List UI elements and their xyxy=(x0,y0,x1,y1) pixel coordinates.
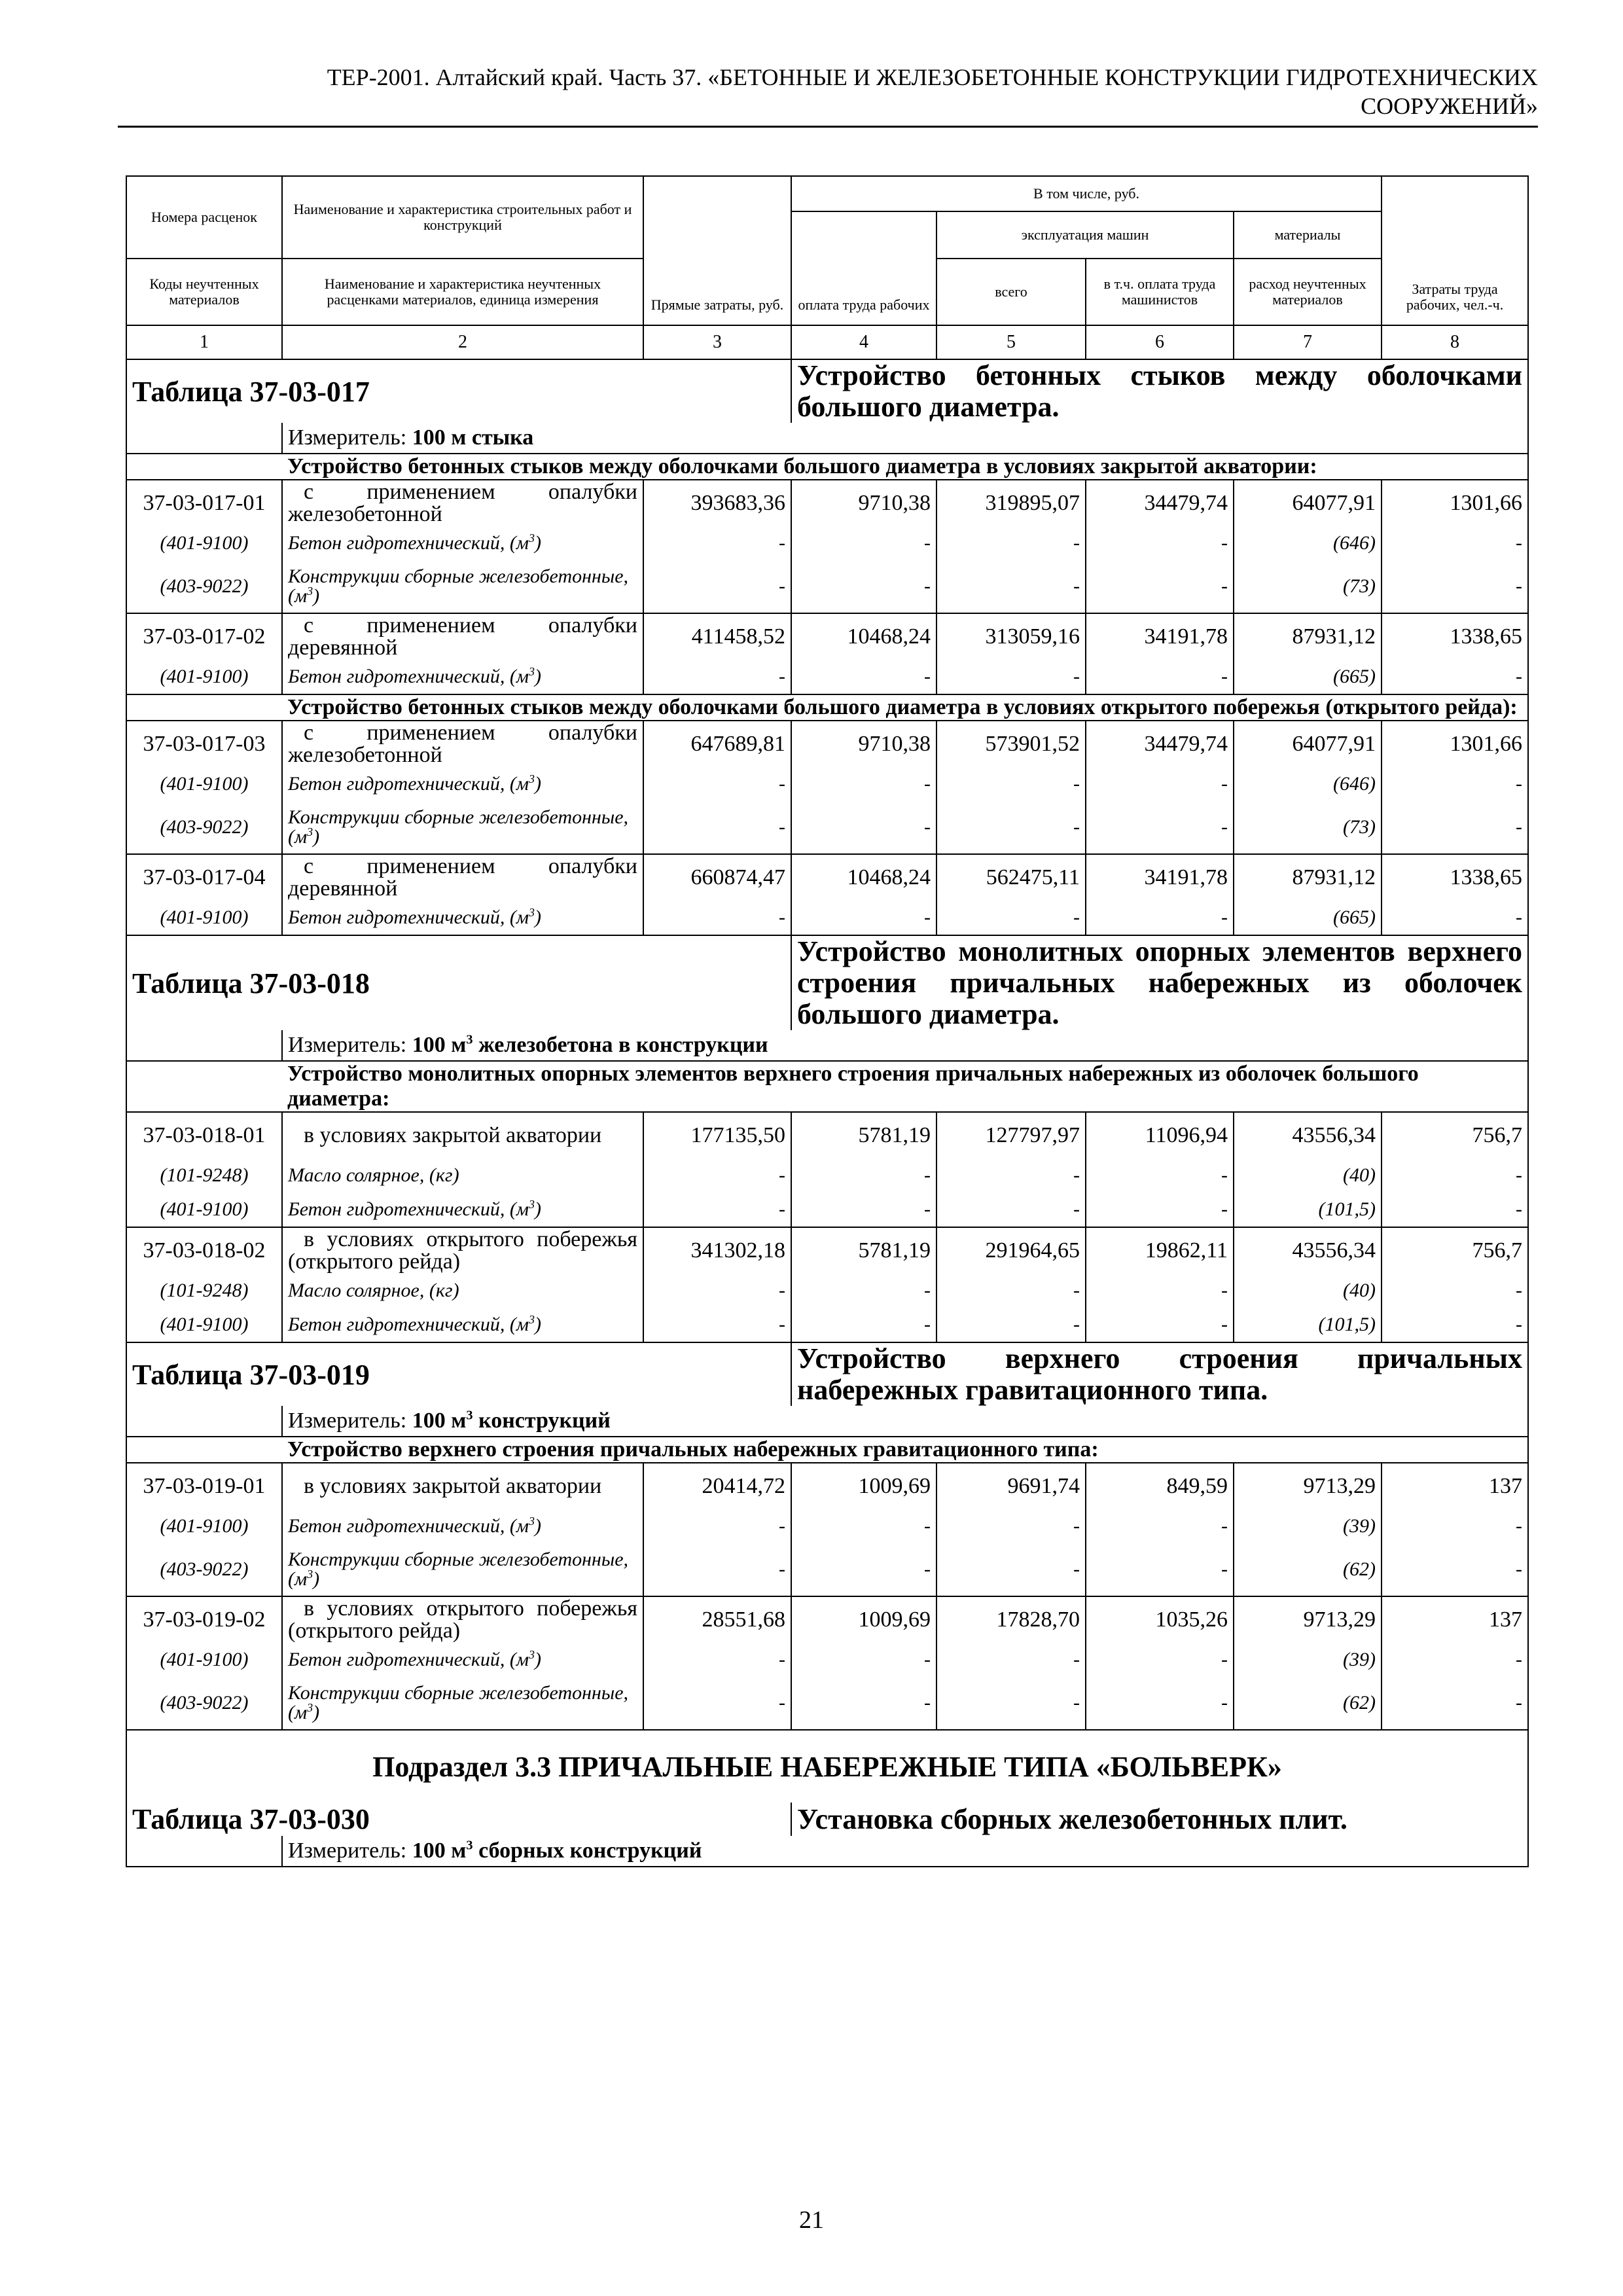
measure-unit: Измеритель: 100 $м^3$ конструкций xyxy=(282,1406,1528,1437)
material-row: (401-9100) Бетон гидротехнический, $(м^3)$ - - - - (646) - xyxy=(126,767,1528,801)
table-row xyxy=(126,1463,1528,1509)
machines-total: 313059,16 xyxy=(936,613,1086,660)
rates-table xyxy=(126,175,1529,1867)
table-row xyxy=(126,480,1528,526)
direct-costs: 177135,50 xyxy=(643,1112,791,1158)
section-heading: Устройство монолитных опорных элементов верхнего строения причальных набережных из оболочек большого диаметра: xyxy=(282,1061,1528,1112)
labor-hours: 1301,66 xyxy=(1382,480,1528,526)
material-qty: (101,5) xyxy=(1234,1193,1382,1227)
col-number: 1 xyxy=(126,325,282,359)
material-code: (403-9022) xyxy=(126,560,282,613)
material-name: Конструкции сборные железобетонные, $(м^3)$ xyxy=(282,1677,643,1730)
work-name: с применением опалубки деревянной xyxy=(282,613,643,660)
materials-cost: 87931,12 xyxy=(1234,854,1382,901)
material-name: Бетон гидротехнический, $(м^3)$ xyxy=(282,660,643,694)
labor-hours: 1338,65 xyxy=(1382,613,1528,660)
col-number: 3 xyxy=(643,325,791,359)
page-number: 21 xyxy=(799,2206,824,2234)
table-number: Таблица 37-03-018 xyxy=(126,935,791,1030)
material-qty: (101,5) xyxy=(1234,1308,1382,1342)
material-qty: (646) xyxy=(1234,767,1382,801)
measure-unit: Измеритель: 100 $м^3$ железобетона в конструкции xyxy=(282,1030,1528,1061)
section-heading: Устройство бетонных стыков между оболочками большого диаметра в условиях закрытой акватории: xyxy=(282,454,1528,480)
machinists-pay: 34191,78 xyxy=(1086,613,1234,660)
table-row xyxy=(126,1227,1528,1274)
material-row: (401-9100) Бетон гидротехнический, $(м^3)$ - - - - (665) - xyxy=(126,901,1528,935)
work-name: в условиях закрытой акватории xyxy=(282,1463,643,1509)
material-row: (403-9022) Конструкции сборные железобетонные, $(м^3)$ - - - - (73) - xyxy=(126,801,1528,854)
material-name: Масло солярное, (кг) xyxy=(282,1158,643,1193)
material-name: Конструкции сборные железобетонные, $(м^3)$ xyxy=(282,1543,643,1596)
col-number: 6 xyxy=(1086,325,1234,359)
labor-pay: 9710,38 xyxy=(791,721,936,767)
materials-cost: 9713,29 xyxy=(1234,1463,1382,1509)
direct-costs: 341302,18 xyxy=(643,1227,791,1274)
hdr-col5: всего xyxy=(936,259,1086,325)
header-rule xyxy=(118,126,1538,128)
material-qty: (73) xyxy=(1234,560,1382,613)
hdr-col2-bottom: Наименование и характеристика неучтенных расценками материалов, единица измерения xyxy=(282,259,643,325)
hdr-including: В том числе, руб. xyxy=(791,176,1382,211)
machines-total: 127797,97 xyxy=(936,1112,1086,1158)
material-qty: (646) xyxy=(1234,526,1382,560)
hdr-col8: Затраты труда рабочих, чел.-ч. xyxy=(1382,176,1528,325)
materials-cost: 43556,34 xyxy=(1234,1227,1382,1274)
material-name: Бетон гидротехнический, $(м^3)$ xyxy=(282,1509,643,1543)
material-row: (101-9248) Масло солярное, (кг) - - - - (40) - xyxy=(126,1274,1528,1308)
direct-costs: 660874,47 xyxy=(643,854,791,901)
material-code: (401-9100) xyxy=(126,1193,282,1227)
measure-unit: Измеритель: 100 м стыка xyxy=(282,423,1528,454)
rate-code: 37-03-019-01 xyxy=(126,1463,282,1509)
table-number: Таблица 37-03-017 xyxy=(126,359,791,423)
table-number: Таблица 37-03-019 xyxy=(126,1342,791,1406)
machinists-pay: 11096,94 xyxy=(1086,1112,1234,1158)
subsection-heading: Подраздел 3.3 ПРИЧАЛЬНЫЕ НАБЕРЕЖНЫЕ ТИПА «БОЛЬВЕРК» xyxy=(126,1730,1528,1803)
rate-code: 37-03-017-04 xyxy=(126,854,282,901)
material-code: (401-9100) xyxy=(126,901,282,935)
hdr-col3: Прямые затраты, руб. xyxy=(643,176,791,325)
hdr-col7: расход неучтенных материалов xyxy=(1234,259,1382,325)
machines-total: 319895,07 xyxy=(936,480,1086,526)
material-name: Конструкции сборные железобетонные, $(м^3)$ xyxy=(282,801,643,854)
material-row: (401-9100) Бетон гидротехнический, $(м^3)$ - - - - (101,5) - xyxy=(126,1308,1528,1342)
material-qty: (62) xyxy=(1234,1677,1382,1730)
hdr-col6: в т.ч. оплата труда машинистов xyxy=(1086,259,1234,325)
labor-pay: 10468,24 xyxy=(791,613,936,660)
materials-cost: 87931,12 xyxy=(1234,613,1382,660)
hdr-col1-bottom: Коды неучтенных материалов xyxy=(126,259,282,325)
material-code: (101-9248) xyxy=(126,1274,282,1308)
material-row: (403-9022) Конструкции сборные железобетонные, $(м^3)$ - - - - (62) - xyxy=(126,1677,1528,1730)
material-row: (101-9248) Масло солярное, (кг) - - - - (40) - xyxy=(126,1158,1528,1193)
table-row xyxy=(126,613,1528,660)
table-number: Таблица 37-03-030 xyxy=(126,1803,791,1836)
labor-pay: 5781,19 xyxy=(791,1112,936,1158)
col-number: 8 xyxy=(1382,325,1528,359)
labor-pay: 5781,19 xyxy=(791,1227,936,1274)
material-row: (401-9100) Бетон гидротехнический, $(м^3)$ - - - - (39) - xyxy=(126,1509,1528,1543)
material-name: Бетон гидротехнический, $(м^3)$ xyxy=(282,1193,643,1227)
material-name: Бетон гидротехнический, $(м^3)$ xyxy=(282,526,643,560)
materials-cost: 64077,91 xyxy=(1234,480,1382,526)
col-number: 7 xyxy=(1234,325,1382,359)
measure-unit: Измеритель: 100 $м^3$ сборных конструкций xyxy=(282,1836,1528,1867)
table-title: Установка сборных железобетонных плит. xyxy=(791,1803,1528,1836)
machines-total: 17828,70 xyxy=(936,1596,1086,1643)
machinists-pay: 849,59 xyxy=(1086,1463,1234,1509)
material-code: (401-9100) xyxy=(126,1643,282,1677)
material-row: (401-9100) Бетон гидротехнический, $(м^3)$ - - - - (101,5) - xyxy=(126,1193,1528,1227)
material-code: (101-9248) xyxy=(126,1158,282,1193)
rate-code: 37-03-018-02 xyxy=(126,1227,282,1274)
direct-costs: 20414,72 xyxy=(643,1463,791,1509)
machinists-pay: 19862,11 xyxy=(1086,1227,1234,1274)
material-qty: (73) xyxy=(1234,801,1382,854)
material-code: (403-9022) xyxy=(126,801,282,854)
work-name: в условиях открытого побережья (открытого рейда) xyxy=(282,1596,643,1643)
rate-code: 37-03-018-01 xyxy=(126,1112,282,1158)
material-qty: (40) xyxy=(1234,1274,1382,1308)
col-number: 5 xyxy=(936,325,1086,359)
table-title: Устройство бетонных стыков между оболочками большого диаметра. xyxy=(791,359,1528,423)
table-title: Устройство верхнего строения причальных набережных гравитационного типа. xyxy=(791,1342,1528,1406)
labor-hours: 1301,66 xyxy=(1382,721,1528,767)
table-title: Устройство монолитных опорных элементов верхнего строения причальных набережных из оболочек большого диаметра. xyxy=(791,935,1528,1030)
hdr-col1-top: Номера расценок xyxy=(126,176,282,259)
materials-cost: 43556,34 xyxy=(1234,1112,1382,1158)
col-number: 4 xyxy=(791,325,936,359)
running-header-line1: ТЕР-2001. Алтайский край. Часть 37. «БЕТОННЫЕ И ЖЕЛЕЗОБЕТОННЫЕ КОНСТРУКЦИИ ГИДРОТЕХНИЧЕСКИХ xyxy=(327,64,1538,90)
machines-total: 573901,52 xyxy=(936,721,1086,767)
material-qty: (665) xyxy=(1234,901,1382,935)
material-code: (401-9100) xyxy=(126,1509,282,1543)
material-name: Бетон гидротехнический, $(м^3)$ xyxy=(282,901,643,935)
hdr-materials: материалы xyxy=(1234,211,1382,259)
material-row: (401-9100) Бетон гидротехнический, $(м^3)$ - - - - (39) - xyxy=(126,1643,1528,1677)
rate-code: 37-03-019-02 xyxy=(126,1596,282,1643)
material-code: (401-9100) xyxy=(126,526,282,560)
direct-costs: 28551,68 xyxy=(643,1596,791,1643)
machinists-pay: 1035,26 xyxy=(1086,1596,1234,1643)
material-row: (401-9100) Бетон гидротехнический, $(м^3)$ - - - - (665) - xyxy=(126,660,1528,694)
material-name: Конструкции сборные железобетонные, $(м^3)$ xyxy=(282,560,643,613)
table-row xyxy=(126,1596,1528,1643)
material-row: (403-9022) Конструкции сборные железобетонные, $(м^3)$ - - - - (62) - xyxy=(126,1543,1528,1596)
machinists-pay: 34191,78 xyxy=(1086,854,1234,901)
material-code: (401-9100) xyxy=(126,767,282,801)
material-qty: (39) xyxy=(1234,1509,1382,1543)
material-name: Бетон гидротехнический, $(м^3)$ xyxy=(282,767,643,801)
material-code: (401-9100) xyxy=(126,660,282,694)
table-row xyxy=(126,854,1528,901)
labor-hours: 137 xyxy=(1382,1463,1528,1509)
hdr-col4: оплата труда рабочих xyxy=(791,211,936,325)
labor-hours: 756,7 xyxy=(1382,1227,1528,1274)
work-name: в условиях открытого побережья (открытого рейда) xyxy=(282,1227,643,1274)
material-qty: (665) xyxy=(1234,660,1382,694)
material-row: (401-9100) Бетон гидротехнический, $(м^3)$ - - - - (646) - xyxy=(126,526,1528,560)
materials-cost: 9713,29 xyxy=(1234,1596,1382,1643)
material-qty: (40) xyxy=(1234,1158,1382,1193)
rate-code: 37-03-017-02 xyxy=(126,613,282,660)
labor-pay: 9710,38 xyxy=(791,480,936,526)
material-code: (401-9100) xyxy=(126,1308,282,1342)
direct-costs: 411458,52 xyxy=(643,613,791,660)
table-row xyxy=(126,721,1528,767)
machinists-pay: 34479,74 xyxy=(1086,480,1234,526)
machinists-pay: 34479,74 xyxy=(1086,721,1234,767)
labor-hours: 137 xyxy=(1382,1596,1528,1643)
table-row xyxy=(126,1112,1528,1158)
material-name: Бетон гидротехнический, $(м^3)$ xyxy=(282,1308,643,1342)
direct-costs: 393683,36 xyxy=(643,480,791,526)
material-name: Бетон гидротехнический, $(м^3)$ xyxy=(282,1643,643,1677)
material-qty: (62) xyxy=(1234,1543,1382,1596)
machines-total: 9691,74 xyxy=(936,1463,1086,1509)
machines-total: 562475,11 xyxy=(936,854,1086,901)
materials-cost: 64077,91 xyxy=(1234,721,1382,767)
direct-costs: 647689,81 xyxy=(643,721,791,767)
labor-pay: 10468,24 xyxy=(791,854,936,901)
labor-pay: 1009,69 xyxy=(791,1463,936,1509)
rate-code: 37-03-017-01 xyxy=(126,480,282,526)
labor-hours: 756,7 xyxy=(1382,1112,1528,1158)
material-qty: (39) xyxy=(1234,1643,1382,1677)
material-row: (403-9022) Конструкции сборные железобетонные, $(м^3)$ - - - - (73) - xyxy=(126,560,1528,613)
material-code: (403-9022) xyxy=(126,1677,282,1730)
work-name: с применением опалубки деревянной xyxy=(282,854,643,901)
work-name: с применением опалубки железобетонной xyxy=(282,480,643,526)
col-number: 2 xyxy=(282,325,643,359)
running-header-line2: СООРУЖЕНИЙ» xyxy=(1361,93,1538,119)
hdr-machines: эксплуатация машин xyxy=(936,211,1234,259)
material-name: Масло солярное, (кг) xyxy=(282,1274,643,1308)
rate-code: 37-03-017-03 xyxy=(126,721,282,767)
section-heading: Устройство бетонных стыков между оболочками большого диаметра в условиях открытого побережья (открытого рейда): xyxy=(282,694,1528,721)
work-name: в условиях закрытой акватории xyxy=(282,1112,643,1158)
labor-pay: 1009,69 xyxy=(791,1596,936,1643)
hdr-col2-top: Наименование и характеристика строительных работ и конструкций xyxy=(282,176,643,259)
work-name: с применением опалубки железобетонной xyxy=(282,721,643,767)
machines-total: 291964,65 xyxy=(936,1227,1086,1274)
running-header xyxy=(118,63,1538,120)
material-code: (403-9022) xyxy=(126,1543,282,1596)
labor-hours: 1338,65 xyxy=(1382,854,1528,901)
section-heading: Устройство верхнего строения причальных набережных гравитационного типа: xyxy=(282,1437,1528,1463)
